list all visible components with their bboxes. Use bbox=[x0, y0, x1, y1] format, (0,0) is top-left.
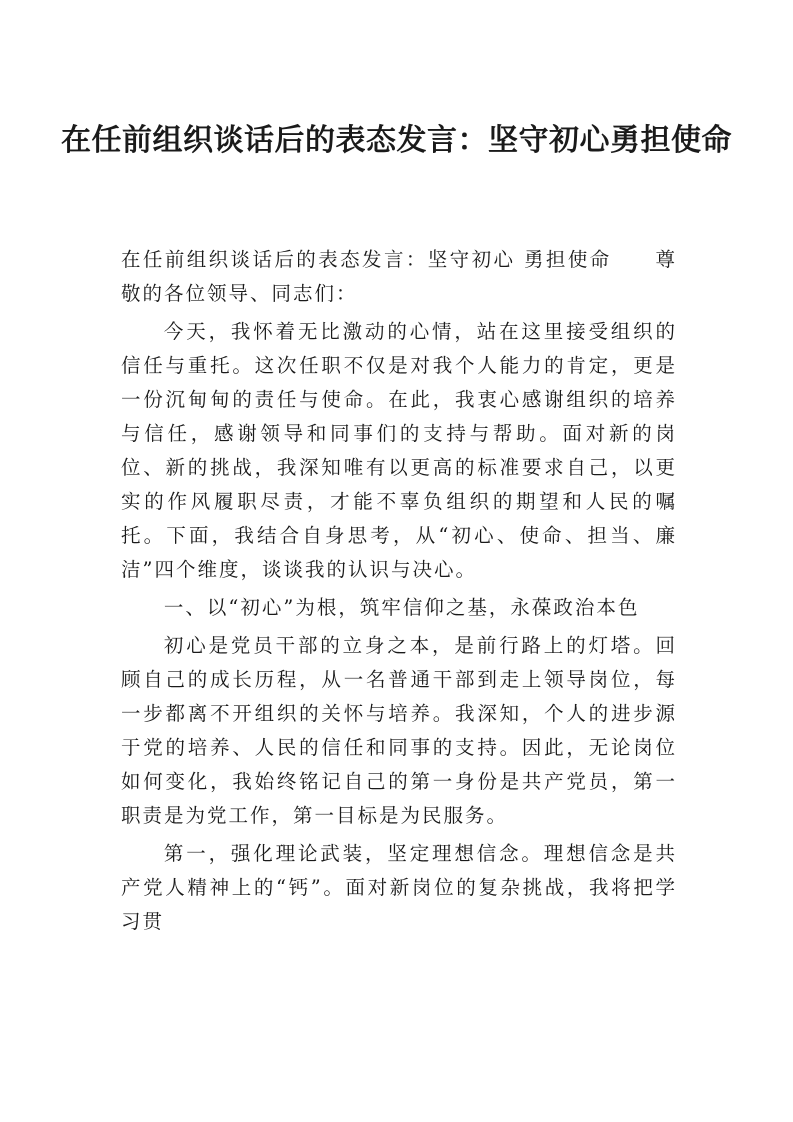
document-title: 在任前组织谈话后的表态发言：坚守初心勇担使命 bbox=[61, 123, 732, 158]
body-paragraph: 初心是党员干部的立身之本，是前行路上的灯塔。回顾自己的成长历程，从一名普通干部到走上领导岗位，每一步都离不开组织的关怀与培养。我深知，个人的进步源于党的培养、人民的信任和同事的支持。因此，无论岗位如何变化，我始终铭记自己的第一身份是共产党员，第一职责是为党工作，第一目标是为民服务。 bbox=[121, 634, 677, 827]
section-heading-1: 一、以“初心”为根，筑牢信仰之基，永葆政治本色 bbox=[163, 596, 640, 619]
document-body bbox=[121, 243, 677, 943]
body-paragraph: 第一，强化理论武装，坚定理想信念。理想信念是共产党人精神上的“钙”。面对新岗位的复杂挑战，我将把学习贯 bbox=[121, 842, 677, 933]
opening-paragraph: 在任前组织谈话后的表态发言：坚守初心 勇担使命 尊敬的各位领导、同志们： bbox=[121, 248, 677, 305]
intro-paragraph: 今天，我怀着无比激动的心情，站在这里接受组织的信任与重托。这次任职不仅是对我个人能力的肯定，更是一份沉甸甸的责任与使命。在此，我衷心感谢组织的培养与信任，感谢领导和同事们的支持与帮助。面对新的岗位、新的挑战，我深知唯有以更高的标准要求自己，以更实的作风履职尽责，才能不辜负组织的期望和人民的嘱托。下面，我结合自身思考，从“初心、使命、担当、廉洁”四个维度，谈谈我的认识与决心。 bbox=[121, 320, 677, 581]
